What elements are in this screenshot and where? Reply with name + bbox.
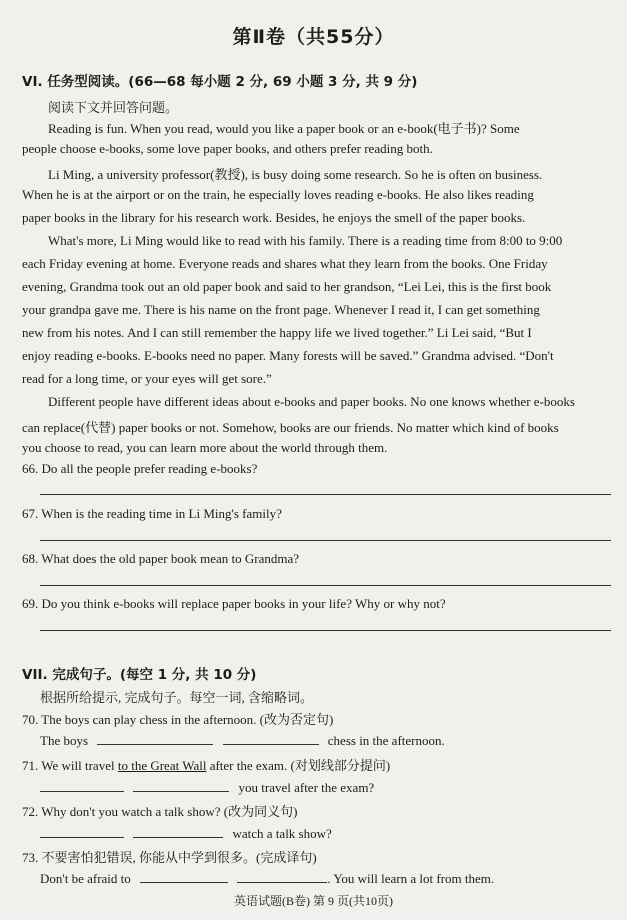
passage-line: new from his notes. And I can still remember the happy life we lived together.” Li Lei said, “But I	[22, 325, 532, 340]
answer-line-68[interactable]	[40, 585, 611, 586]
section-6-instruction: 阅读下文并回答问题。	[48, 100, 179, 115]
sentence-end: . You will learn a lot from them.	[327, 871, 495, 886]
answer-line-69[interactable]	[40, 630, 611, 631]
question-69: 69. Do you think e-books will replace paper books in your life? Why or why not?	[22, 596, 446, 611]
question-72: 72. Why don't you watch a talk show? (改为同义句)	[22, 804, 298, 819]
passage-line: your grandpa gave me. There is his name on the front page. Whenever I read it, I can get something	[22, 302, 540, 317]
answer-blank[interactable]	[140, 870, 228, 883]
sentence-end: you travel after the exam?	[238, 780, 375, 795]
question-73-sentence	[40, 870, 494, 887]
sentence-end: watch a talk show?	[232, 826, 332, 841]
underlined-phrase: to the Great Wall	[117, 758, 207, 773]
question-70-sentence	[40, 732, 445, 749]
passage-line: Different people have different ideas about e-books and paper books. No one knows whether e-books	[48, 394, 575, 409]
sentence-start: The boys	[40, 733, 89, 748]
answer-line-67[interactable]	[40, 540, 611, 541]
passage-line: paper books in the library for his research work. Besides, he enjoys the smell of the paper books.	[22, 210, 526, 225]
answer-line-66[interactable]	[40, 494, 611, 495]
sentence-start: Don't be afraid to	[40, 871, 131, 886]
answer-blank[interactable]	[40, 779, 124, 792]
question-66: 66. Do all the people prefer reading e-books?	[22, 461, 258, 476]
passage-line: you choose to read, you can learn more about the world through them.	[22, 440, 388, 455]
answer-blank[interactable]	[40, 825, 124, 838]
question-71	[22, 755, 390, 774]
passage-line: people choose e-books, some love paper books, and others prefer reading both.	[22, 141, 433, 156]
question-71-sentence	[40, 779, 374, 796]
section-6-heading: VI. 任务型阅读。(66—68 每小题 2 分, 69 小题 3 分, 共 9 分)	[22, 74, 418, 90]
question-67: 67. When is the reading time in Li Ming's family?	[22, 506, 282, 521]
page-footer: 英语试题(B卷) 第 9 页(共10页)	[234, 894, 393, 908]
answer-blank[interactable]	[237, 870, 327, 883]
question-73: 73. 不要害怕犯错误, 你能从中学到很多。(完成译句)	[22, 850, 317, 865]
answer-blank[interactable]	[97, 732, 213, 745]
question-72-sentence	[40, 825, 332, 842]
question-68: 68. What does the old paper book mean to Grandma?	[22, 551, 300, 566]
answer-blank[interactable]	[133, 825, 223, 838]
passage-line: When he is at the airport or on the train, he especially loves reading e-books. He also likes reading	[22, 187, 534, 202]
section-7-instruction: 根据所给提示, 完成句子。每空一词, 含缩略词。	[40, 690, 314, 705]
passage-line: What's more, Li Ming would like to read with his family. There is a reading time from 8:00 to 9:00	[48, 233, 563, 248]
question-71-start: 71. We will travel	[22, 758, 118, 773]
passage-line: each Friday evening at home. Everyone reads and shares what they learn from the books. One Friday	[22, 256, 548, 271]
passage-line: enjoy reading e-books. E-books need no paper. Many forests will be saved.” Grandma advised. “Don't	[22, 348, 554, 363]
passage-line: evening, Grandma took out an old paper book and said to her grandson, “Lei Lei, this is the first book	[22, 279, 552, 294]
passage-line: can replace(代替) paper books or not. Somehow, books are our friends. No matter which kind of books	[22, 420, 559, 435]
answer-blank[interactable]	[133, 779, 229, 792]
passage-line: Reading is fun. When you read, would you like a paper book or an e-book(电子书)? Some	[48, 121, 520, 136]
answer-blank[interactable]	[223, 732, 319, 745]
question-71-end: after the exam. (对划线部分提问)	[206, 758, 391, 773]
sentence-end: chess in the afternoon.	[327, 733, 445, 748]
passage-line: read for a long time, or your eyes will get sore.”	[22, 371, 272, 386]
question-70: 70. The boys can play chess in the afternoon. (改为否定句)	[22, 712, 334, 727]
page-title: 第Ⅱ卷（共55分）	[232, 26, 395, 48]
passage-line: Li Ming, a university professor(教授), is busy doing some research. So he is often on business.	[48, 167, 543, 182]
section-7-heading: VII. 完成句子。(每空 1 分, 共 10 分)	[22, 667, 257, 683]
